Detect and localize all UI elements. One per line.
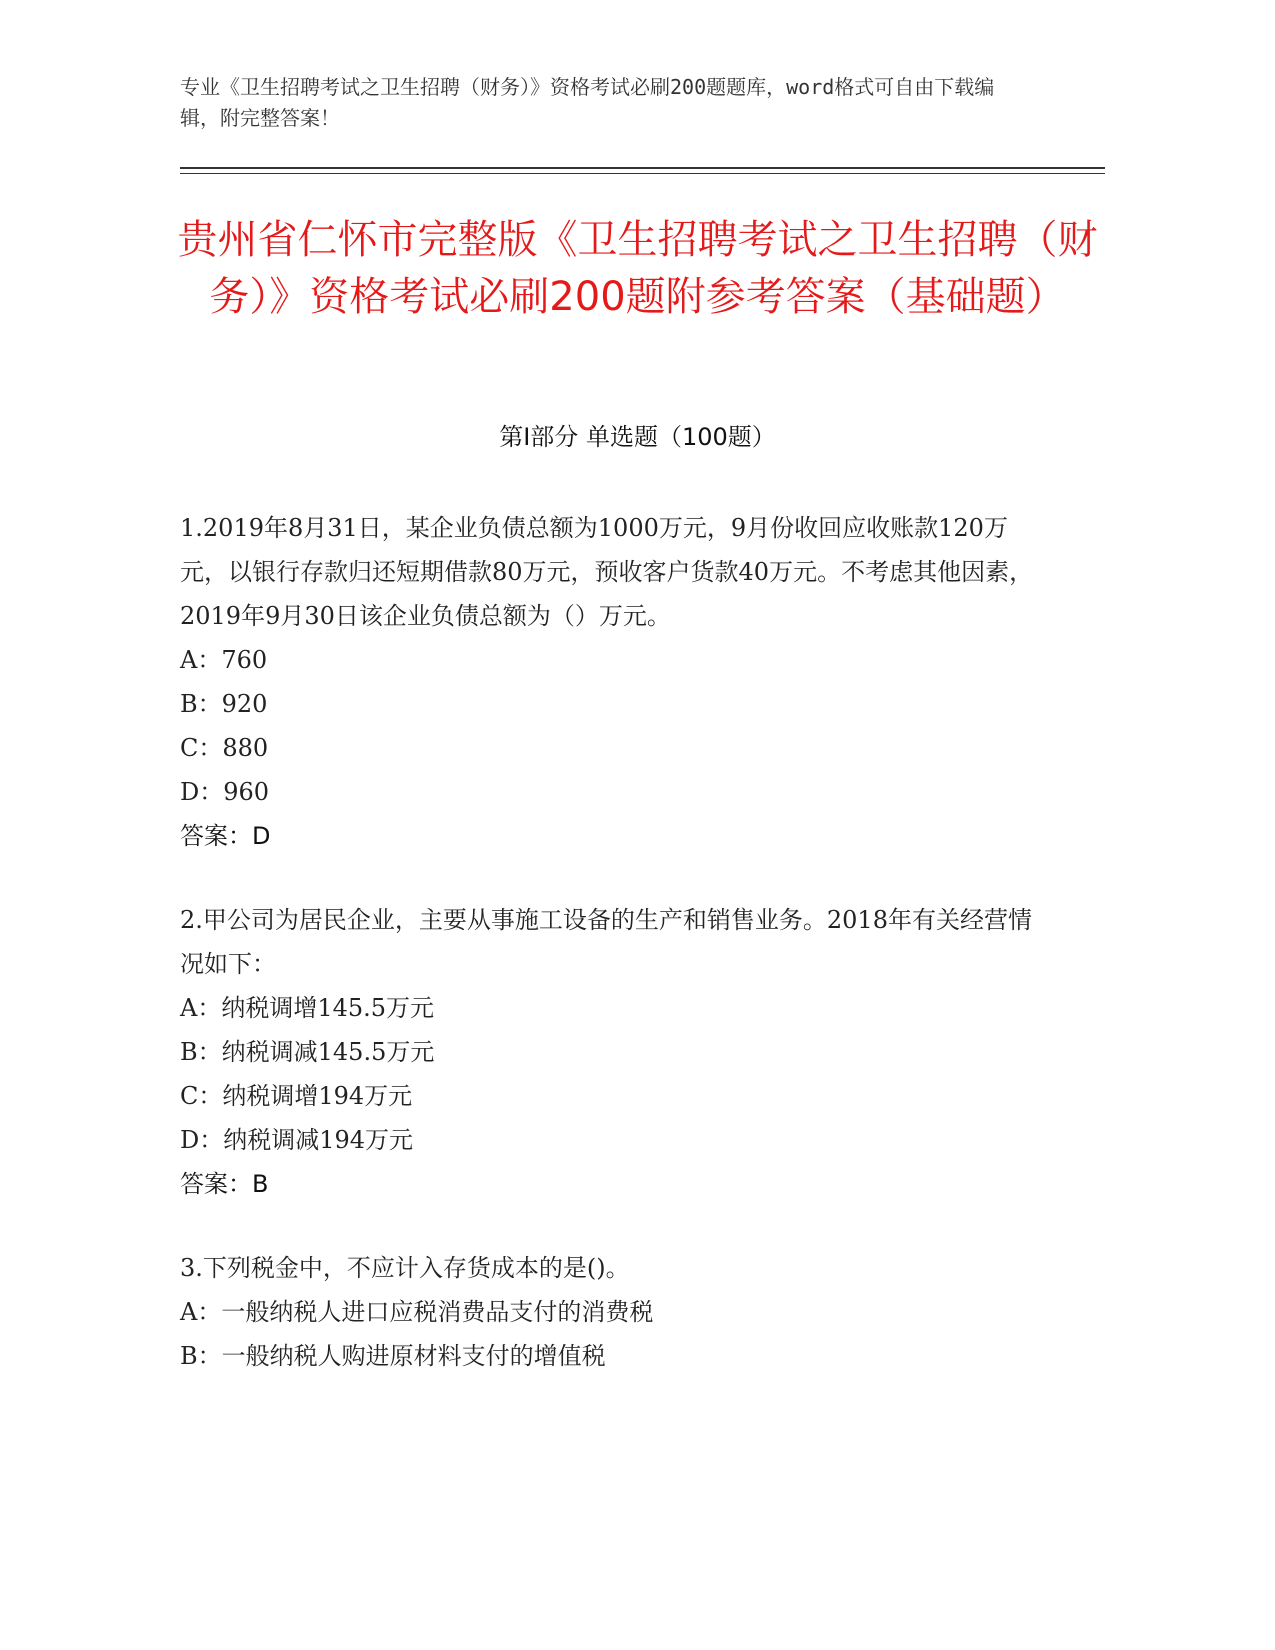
option-c: C：880 bbox=[180, 734, 269, 762]
question-stem: 2.甲公司为居民企业，主要从事施工设备的生产和销售业务。2018年有关经营情况如下： bbox=[180, 906, 1032, 978]
option-b: B：纳税调减145.5万元 bbox=[180, 1038, 435, 1066]
option-a: A：一般纳税人进口应税消费品支付的消费税 bbox=[180, 1298, 654, 1326]
question-1 bbox=[180, 506, 1035, 858]
option-c: C：纳税调增194万元 bbox=[180, 1082, 413, 1110]
header-divider-thin bbox=[180, 173, 1105, 174]
option-b: B：920 bbox=[180, 690, 268, 718]
question-list bbox=[180, 506, 1035, 1418]
question-stem: 1.2019年8月31日，某企业负债总额为1000万元，9月份收回应收账款120万元，以银行存款归还短期借款80万元，预收客户货款40万元。不考虑其他因素，2019年9月30日该企业负债总额为（）万元。 bbox=[180, 514, 1034, 630]
document-title: 贵州省仁怀市完整版《卫生招聘考试之卫生招聘（财务）》资格考试必刷200题附参考答案（基础题） bbox=[177, 217, 1098, 320]
option-a: A：760 bbox=[180, 646, 268, 674]
section-title: 第Ⅰ部分 单选题（100题） bbox=[499, 423, 776, 451]
question-stem: 3.下列税金中，不应计入存货成本的是()。 bbox=[180, 1254, 630, 1282]
option-b: B：一般纳税人购进原材料支付的增值税 bbox=[180, 1342, 606, 1370]
header-divider-thick bbox=[180, 167, 1105, 169]
option-a: A：纳税调增145.5万元 bbox=[180, 994, 435, 1022]
option-d: D：960 bbox=[180, 778, 270, 806]
answer-label: 答案：D bbox=[180, 822, 271, 850]
option-d: D：纳税调减194万元 bbox=[180, 1126, 414, 1154]
answer-label: 答案：B bbox=[180, 1170, 269, 1198]
document-header-note: 专业《卫生招聘考试之卫生招聘（财务）》资格考试必刷200题题库，word格式可自由下载编辑，附完整答案！ bbox=[180, 75, 995, 130]
question-2 bbox=[180, 898, 1035, 1206]
question-3 bbox=[180, 1246, 1035, 1378]
